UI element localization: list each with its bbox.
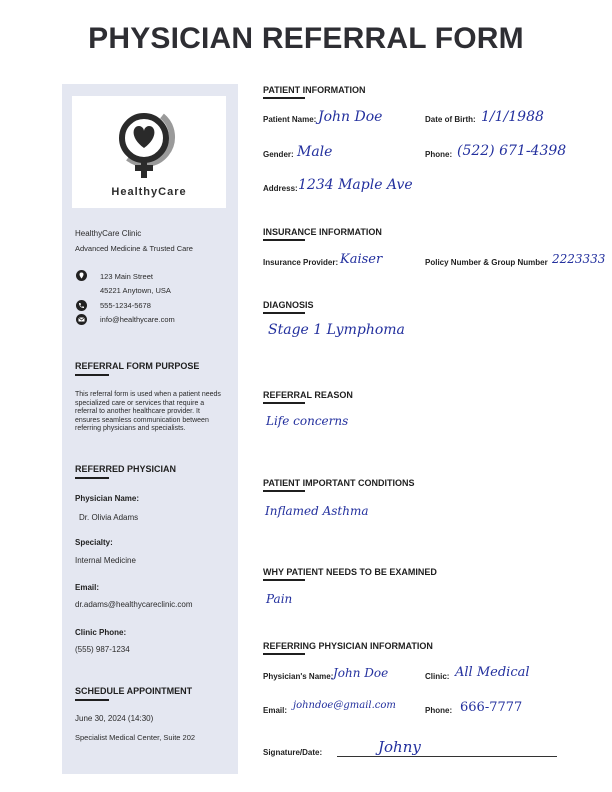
clinic-phone-label: Clinic Phone: xyxy=(75,628,127,637)
referral-reason-heading: REFERRAL REASON xyxy=(263,390,353,400)
appointment-heading: SCHEDULE APPOINTMENT xyxy=(75,686,193,696)
referred-physician-heading: REFERRED PHYSICIAN xyxy=(75,464,177,474)
clinic-name: HealthyCare Clinic xyxy=(75,229,142,238)
gender-label: Gender: xyxy=(263,150,294,159)
phone-icon xyxy=(76,300,87,311)
conditions-heading: PATIENT IMPORTANT CONDITIONS xyxy=(263,478,415,488)
specialty-label: Specialty: xyxy=(75,538,113,547)
location-icon xyxy=(76,270,87,281)
referring-name[interactable]: John Doe xyxy=(333,666,389,680)
referring-name-label: Physician's Name: xyxy=(263,672,334,681)
diagnosis-value[interactable]: Stage 1 Lymphoma xyxy=(268,322,405,338)
patient-phone[interactable]: (522) 671-4398 xyxy=(457,143,567,159)
patient-info-heading: PATIENT INFORMATION xyxy=(263,85,366,95)
clinic-phone: (555) 987-1234 xyxy=(75,645,130,654)
referring-clinic[interactable]: All Medical xyxy=(455,665,530,680)
page-title: PHYSICIAN REFERRAL FORM xyxy=(88,22,524,55)
address-line-2: 45221 Anytown, USA xyxy=(100,286,171,295)
purpose-text: This referral form is used when a patient needs specialized care or services that require a referral to another healthcare provider. It ensures seamless communication between referring physicians and specialists. xyxy=(75,391,221,433)
logo-text: HealthyCare xyxy=(111,186,187,198)
dob-value[interactable]: 1/1/1988 xyxy=(481,109,544,125)
patient-name-label: Patient Name: xyxy=(263,115,317,124)
referral-reason-value[interactable]: Life concerns xyxy=(266,414,349,428)
signature-label: Signature/Date: xyxy=(263,748,323,757)
address-label: Address: xyxy=(263,184,298,193)
signature-line xyxy=(337,756,557,757)
referring-phone-label: Phone: xyxy=(425,706,453,715)
referring-clinic-label: Clinic: xyxy=(425,672,450,681)
patient-name[interactable]: John Doe xyxy=(318,109,383,125)
physician-email-label: Email: xyxy=(75,583,100,592)
purpose-heading: REFERRAL FORM PURPOSE xyxy=(75,361,200,371)
appointment-date: June 30, 2024 (14:30) xyxy=(75,714,154,723)
referring-email-label: Email: xyxy=(263,706,288,715)
sidebar xyxy=(62,84,238,774)
address-line-1: 123 Main Street xyxy=(100,272,153,281)
physician-name-label: Physician Name: xyxy=(75,494,140,503)
heart-cross-logo-icon xyxy=(112,102,188,182)
specialty-value: Internal Medicine xyxy=(75,556,136,565)
sidebar-email: info@healthycare.com xyxy=(100,315,175,324)
why-examined-value[interactable]: Pain xyxy=(266,592,293,606)
email-icon xyxy=(76,314,87,325)
referring-phone[interactable]: 666-7777 xyxy=(460,700,523,715)
insurance-provider-label: Insurance Provider: xyxy=(263,258,339,267)
policy-value[interactable]: 2223333 xyxy=(552,252,606,266)
referring-email[interactable]: johndoe@gmail.com xyxy=(293,700,396,711)
patient-phone-label: Phone: xyxy=(425,150,453,159)
referring-physician-heading: REFERRING PHYSICIAN INFORMATION xyxy=(263,641,433,651)
appointment-location: Specialist Medical Center, Suite 202 xyxy=(75,733,196,742)
policy-label: Policy Number & Group Number xyxy=(425,258,548,267)
physician-name: Dr. Olivia Adams xyxy=(79,513,139,522)
dob-label: Date of Birth: xyxy=(425,115,476,124)
insurance-provider[interactable]: Kaiser xyxy=(340,252,383,267)
clinic-tagline: Advanced Medicine & Trusted Care xyxy=(75,244,193,253)
diagnosis-heading: DIAGNOSIS xyxy=(263,300,314,310)
conditions-value[interactable]: Inflamed Asthma xyxy=(265,504,369,518)
signature[interactable]: Johny xyxy=(378,738,421,756)
sidebar-phone: 555-1234-5678 xyxy=(100,301,151,310)
physician-email: dr.adams@healthycareclinic.com xyxy=(75,600,193,609)
address-value[interactable]: 1234 Maple Ave xyxy=(298,177,413,193)
insurance-heading: INSURANCE INFORMATION xyxy=(263,227,382,237)
logo xyxy=(72,96,226,208)
why-examined-heading: WHY PATIENT NEEDS TO BE EXAMINED xyxy=(263,567,437,577)
gender-value[interactable]: Male xyxy=(297,144,333,160)
